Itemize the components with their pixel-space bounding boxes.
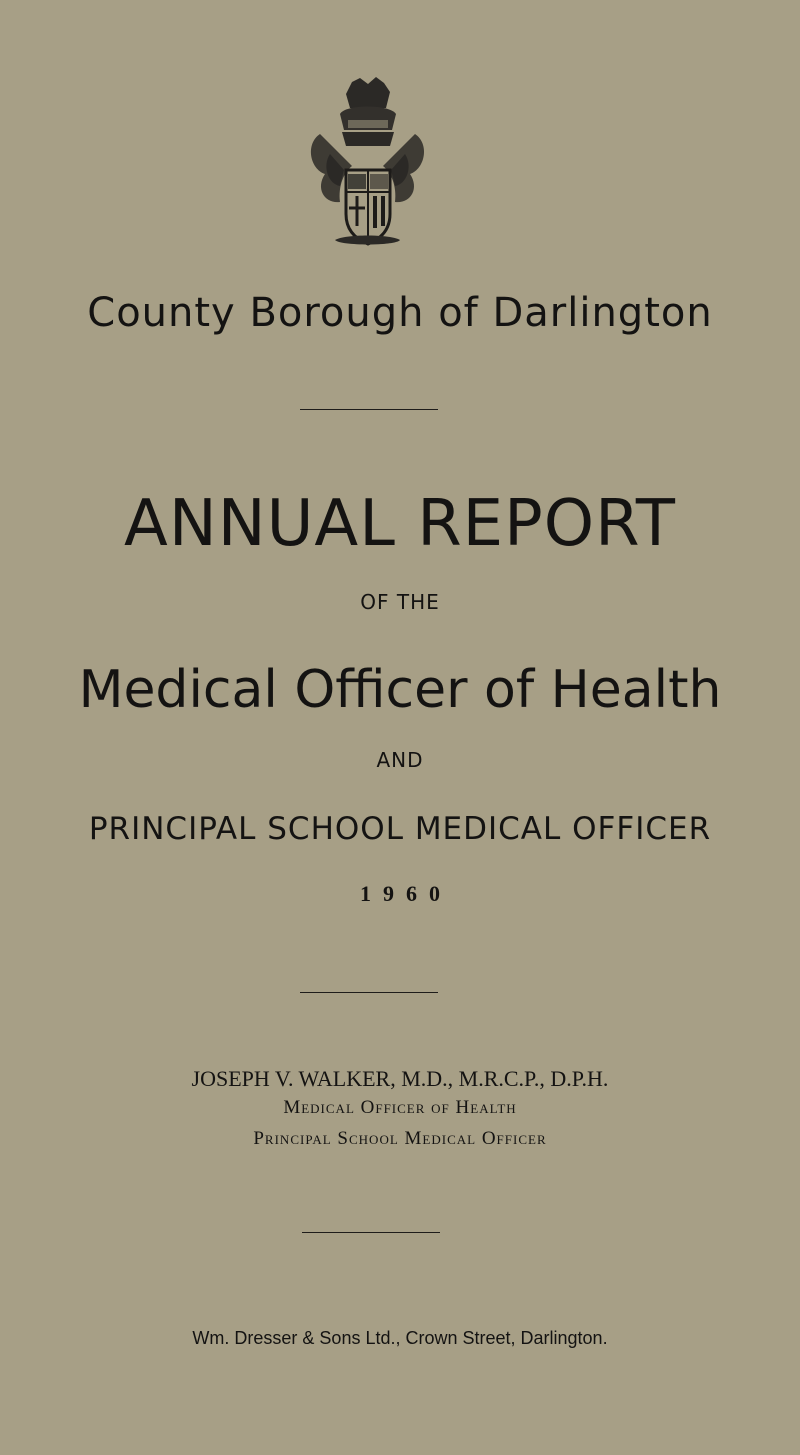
divider-rule	[300, 409, 438, 410]
darlington-coat-of-arms-icon	[300, 74, 435, 254]
divider-rule	[302, 1232, 440, 1233]
and-label: AND	[376, 748, 424, 772]
report-year: 1960	[360, 881, 452, 906]
report-title: ANNUAL REPORT	[124, 487, 676, 561]
author-name: JOSEPH V. WALKER, M.D., M.R.C.P., D.P.H.	[191, 1066, 609, 1091]
printer-imprint: Wm. Dresser & Sons Ltd., Crown Street, Darlington.	[192, 1328, 608, 1348]
author-role-psmo: Principal School Medical Officer	[253, 1128, 547, 1149]
author-role-moh: Medical Officer of Health	[283, 1097, 517, 1118]
borough-name: County Borough of Darlington	[87, 290, 713, 336]
of-the-label: OF THE	[360, 590, 440, 614]
office-title: Medical Officer of Health	[78, 660, 722, 720]
second-office-title: PRINCIPAL SCHOOL MEDICAL OFFICER	[88, 811, 712, 847]
divider-rule	[300, 992, 438, 993]
